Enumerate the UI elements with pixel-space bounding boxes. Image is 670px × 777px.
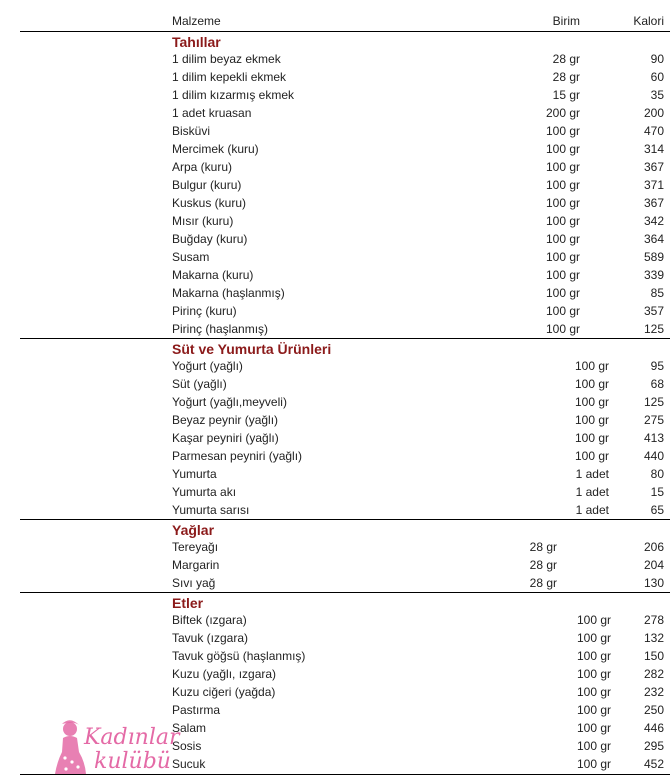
watermark-logo bbox=[52, 718, 182, 776]
table-row bbox=[0, 140, 670, 158]
food-name: 1 dilim kızarmış ekmek bbox=[172, 88, 295, 102]
food-name: Makarna (kuru) bbox=[172, 268, 254, 282]
table-row bbox=[0, 230, 670, 248]
food-name: Mercimek (kuru) bbox=[172, 142, 259, 156]
food-name: 1 adet kruasan bbox=[172, 106, 252, 120]
food-calories: 250 bbox=[643, 703, 664, 717]
food-unit: 1 adet bbox=[575, 467, 609, 481]
food-calories: 90 bbox=[650, 52, 664, 66]
food-unit: 100 gr bbox=[576, 649, 611, 663]
food-name: Mısır (kuru) bbox=[172, 214, 234, 228]
food-unit: 15 gr bbox=[552, 88, 580, 102]
food-unit: 100 gr bbox=[545, 196, 580, 210]
food-calories: 342 bbox=[643, 214, 664, 228]
food-unit: 28 gr bbox=[529, 576, 557, 590]
food-unit: 100 gr bbox=[574, 359, 609, 373]
food-name: Susam bbox=[172, 250, 210, 264]
food-calories: 278 bbox=[643, 613, 664, 627]
food-unit: 100 gr bbox=[545, 286, 580, 300]
food-name: Sucuk bbox=[172, 757, 206, 771]
food-name: Salam bbox=[172, 721, 207, 735]
food-name: Makarna (haşlanmış) bbox=[172, 286, 285, 300]
food-calories: 60 bbox=[650, 70, 664, 84]
food-name: Margarin bbox=[172, 558, 220, 572]
food-unit: 100 gr bbox=[576, 757, 611, 771]
food-name: Pastırma bbox=[172, 703, 221, 717]
food-name: 1 dilim beyaz ekmek bbox=[172, 52, 281, 66]
table-row bbox=[0, 629, 670, 647]
table-row bbox=[0, 447, 670, 465]
section-title: Etler bbox=[172, 595, 204, 611]
food-name: Parmesan peyniri (yağlı) bbox=[172, 449, 303, 463]
food-unit: 100 gr bbox=[545, 214, 580, 228]
food-calories: 130 bbox=[643, 576, 664, 590]
table-row bbox=[0, 86, 670, 104]
food-name: Tavuk (ızgara) bbox=[172, 631, 249, 645]
food-calories: 275 bbox=[643, 413, 664, 427]
food-calories: 446 bbox=[643, 721, 664, 735]
food-name: Sıvı yağ bbox=[172, 576, 216, 590]
food-unit: 100 gr bbox=[545, 250, 580, 264]
food-calories: 65 bbox=[650, 503, 664, 517]
food-unit: 100 gr bbox=[576, 685, 611, 699]
food-unit: 28 gr bbox=[529, 540, 557, 554]
food-unit: 100 gr bbox=[576, 631, 611, 645]
food-calories: 367 bbox=[643, 196, 664, 210]
food-calories: 206 bbox=[643, 540, 664, 554]
food-calories: 357 bbox=[643, 304, 664, 318]
food-unit: 100 gr bbox=[545, 124, 580, 138]
food-name: Tavuk göğsü (haşlanmış) bbox=[172, 649, 306, 663]
table-row bbox=[0, 266, 670, 284]
table-row bbox=[0, 357, 670, 375]
section-title: Tahıllar bbox=[172, 34, 221, 50]
rows bbox=[0, 357, 670, 519]
food-unit: 100 gr bbox=[545, 160, 580, 174]
food-name: Beyaz peynir (yağlı) bbox=[172, 413, 279, 427]
food-calories: 364 bbox=[643, 232, 664, 246]
food-name: Pirinç (kuru) bbox=[172, 304, 237, 318]
food-unit: 100 gr bbox=[574, 431, 609, 445]
table-row bbox=[0, 248, 670, 266]
divider bbox=[20, 338, 670, 339]
table-row bbox=[0, 538, 670, 556]
table-row bbox=[0, 50, 670, 68]
table-row bbox=[0, 411, 670, 429]
food-unit: 28 gr bbox=[529, 558, 557, 572]
food-name: Süt (yağlı) bbox=[172, 377, 227, 391]
rows bbox=[0, 538, 670, 592]
food-name: 1 dilim kepekli ekmek bbox=[172, 70, 287, 84]
food-unit: 28 gr bbox=[552, 52, 580, 66]
table-row bbox=[0, 212, 670, 230]
food-unit: 100 gr bbox=[576, 667, 611, 681]
table-row bbox=[0, 320, 670, 338]
food-calories: 282 bbox=[643, 667, 664, 681]
food-calories: 132 bbox=[643, 631, 664, 645]
food-unit: 1 adet bbox=[575, 503, 609, 517]
table-row bbox=[0, 683, 670, 701]
table-row bbox=[0, 68, 670, 86]
food-calories: 125 bbox=[643, 322, 664, 336]
table-row bbox=[0, 393, 670, 411]
food-name: Arpa (kuru) bbox=[172, 160, 233, 174]
food-name: Tereyağı bbox=[172, 540, 219, 554]
food-name: Yoğurt (yağlı) bbox=[172, 359, 243, 373]
table-row bbox=[0, 284, 670, 302]
table-row bbox=[0, 611, 670, 629]
food-calories: 204 bbox=[643, 558, 664, 572]
col-header-name: Malzeme bbox=[172, 14, 221, 28]
food-name: Bisküvi bbox=[172, 124, 211, 138]
food-name: Bulgur (kuru) bbox=[172, 178, 242, 192]
food-unit: 100 gr bbox=[545, 178, 580, 192]
table-row bbox=[0, 429, 670, 447]
food-name: Yumurta sarısı bbox=[172, 503, 250, 517]
table-row bbox=[0, 176, 670, 194]
food-calories: 150 bbox=[643, 649, 664, 663]
table-row bbox=[0, 375, 670, 393]
table-row bbox=[0, 104, 670, 122]
food-unit: 100 gr bbox=[576, 703, 611, 717]
watermark-line-2: kulübü bbox=[94, 749, 171, 774]
food-name: Yumurta bbox=[172, 467, 217, 481]
food-name: Buğday (kuru) bbox=[172, 232, 248, 246]
food-name: Sosis bbox=[172, 739, 202, 753]
table-row bbox=[0, 701, 670, 719]
table-header bbox=[0, 0, 670, 32]
col-header-unit: Birim bbox=[552, 14, 580, 28]
food-name: Biftek (ızgara) bbox=[172, 613, 247, 627]
food-unit: 100 gr bbox=[574, 395, 609, 409]
food-unit: 100 gr bbox=[574, 449, 609, 463]
food-unit: 100 gr bbox=[545, 232, 580, 246]
watermark-line-1: Kadınlar bbox=[84, 725, 180, 750]
food-name: Pirinç (haşlanmış) bbox=[172, 322, 269, 336]
rows bbox=[0, 50, 670, 338]
food-calories: 371 bbox=[643, 178, 664, 192]
food-unit: 100 gr bbox=[545, 142, 580, 156]
table-row bbox=[0, 647, 670, 665]
food-calories: 295 bbox=[643, 739, 664, 753]
food-unit: 100 gr bbox=[576, 613, 611, 627]
food-unit: 100 gr bbox=[545, 322, 580, 336]
food-name: Kuskus (kuru) bbox=[172, 196, 247, 210]
divider bbox=[20, 519, 670, 520]
divider bbox=[20, 592, 670, 593]
table-row bbox=[0, 465, 670, 483]
table-row bbox=[0, 122, 670, 140]
food-calories: 440 bbox=[643, 449, 664, 463]
col-header-kcal: Kalori bbox=[633, 14, 664, 28]
food-unit: 100 gr bbox=[574, 377, 609, 391]
food-calories: 413 bbox=[643, 431, 664, 445]
food-unit: 200 gr bbox=[545, 106, 580, 120]
food-calories: 15 bbox=[650, 485, 664, 499]
food-name: Kaşar peyniri (yağlı) bbox=[172, 431, 279, 445]
food-calories: 80 bbox=[650, 467, 664, 481]
food-calories: 125 bbox=[643, 395, 664, 409]
table-row bbox=[0, 665, 670, 683]
table-row bbox=[0, 556, 670, 574]
table-row bbox=[0, 574, 670, 592]
food-calories: 339 bbox=[643, 268, 664, 282]
food-name: Yoğurt (yağlı,meyveli) bbox=[172, 395, 287, 409]
table-row bbox=[0, 302, 670, 320]
table-row bbox=[0, 483, 670, 501]
food-unit: 1 adet bbox=[575, 485, 609, 499]
food-calories: 232 bbox=[643, 685, 664, 699]
food-unit: 100 gr bbox=[576, 721, 611, 735]
food-calories: 470 bbox=[643, 124, 664, 138]
table-row bbox=[0, 158, 670, 176]
food-calories: 200 bbox=[643, 106, 664, 120]
table-row bbox=[0, 501, 670, 519]
section-title: Yağlar bbox=[172, 522, 215, 538]
food-calories: 589 bbox=[643, 250, 664, 264]
food-calories: 68 bbox=[650, 377, 664, 391]
food-calories: 95 bbox=[650, 359, 664, 373]
food-calories: 314 bbox=[643, 142, 664, 156]
food-unit: 28 gr bbox=[552, 70, 580, 84]
food-calories: 35 bbox=[650, 88, 664, 102]
food-unit: 100 gr bbox=[545, 304, 580, 318]
food-unit: 100 gr bbox=[574, 413, 609, 427]
food-calories: 367 bbox=[643, 160, 664, 174]
food-unit: 100 gr bbox=[545, 268, 580, 282]
food-name: Kuzu ciğeri (yağda) bbox=[172, 685, 276, 699]
food-unit: 100 gr bbox=[576, 739, 611, 753]
food-calories: 85 bbox=[650, 286, 664, 300]
section-title: Süt ve Yumurta Ürünleri bbox=[172, 341, 332, 357]
table-row bbox=[0, 194, 670, 212]
food-calories: 452 bbox=[643, 757, 664, 771]
food-name: Kuzu (yağlı, ızgara) bbox=[172, 667, 277, 681]
food-name: Yumurta akı bbox=[172, 485, 237, 499]
divider bbox=[20, 31, 670, 32]
